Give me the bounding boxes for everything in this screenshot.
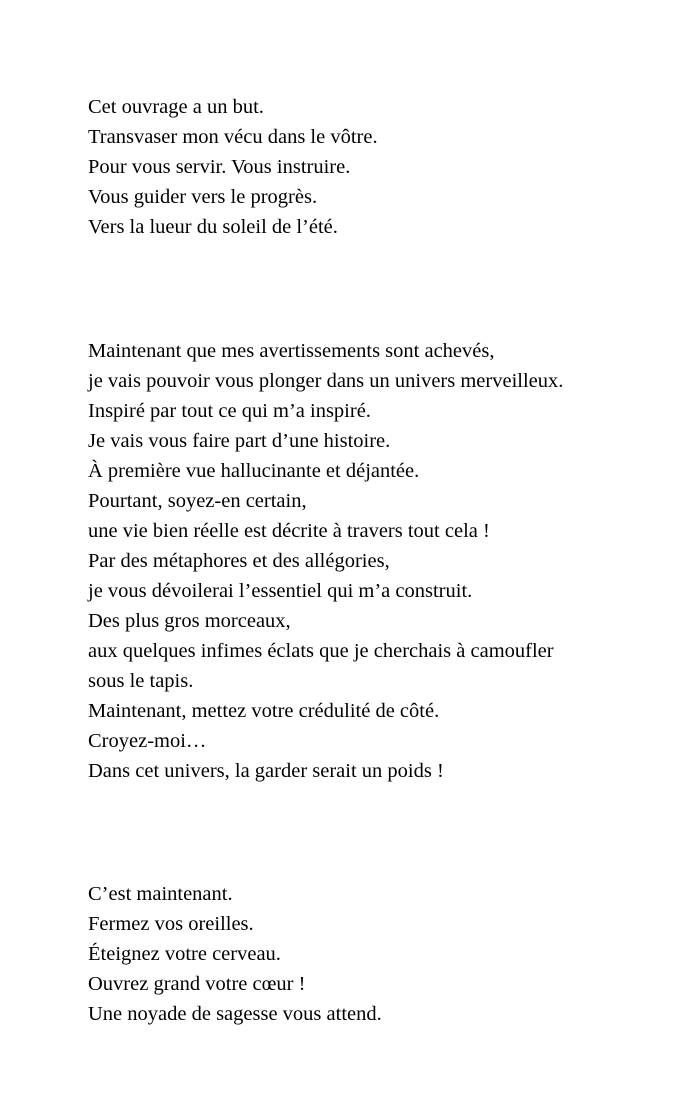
text-line: Inspiré par tout ce qui m’a inspiré. bbox=[88, 400, 371, 422]
text-line: Pour vous servir. Vous instruire. bbox=[88, 156, 351, 178]
text-line: Éteignez votre cerveau. bbox=[88, 943, 281, 965]
text-line: une vie bien réelle est décrite à travers tout cela ! bbox=[88, 520, 490, 542]
text-line: Transvaser mon vécu dans le vôtre. bbox=[88, 126, 378, 148]
stanza-1 bbox=[88, 92, 378, 242]
text-line: Fermez vos oreilles. bbox=[88, 913, 254, 935]
text-line: Des plus gros morceaux, bbox=[88, 610, 291, 632]
text-line: Maintenant que mes avertissements sont achevés, bbox=[88, 340, 495, 362]
text-line: Je vais vous faire part d’une histoire. bbox=[88, 430, 391, 452]
text-line: Cet ouvrage a un but. bbox=[88, 96, 264, 118]
text-line: je vous dévoilerai l’essentiel qui m’a construit. bbox=[88, 580, 473, 602]
stanza-2 bbox=[88, 336, 563, 786]
text-line: Maintenant, mettez votre crédulité de côté. bbox=[88, 700, 440, 722]
text-line: je vais pouvoir vous plonger dans un univers merveilleux. bbox=[88, 370, 564, 392]
text-line: Par des métaphores et des allégories, bbox=[88, 550, 390, 572]
text-line: C’est maintenant. bbox=[88, 883, 233, 905]
text-line: À première vue hallucinante et déjantée. bbox=[88, 460, 420, 482]
text-line: Dans cet univers, la garder serait un poids ! bbox=[88, 760, 444, 782]
stanza-3 bbox=[88, 879, 382, 1029]
text-line: Une noyade de sagesse vous attend. bbox=[88, 1003, 382, 1025]
text-line: aux quelques infimes éclats que je cherchais à camoufler bbox=[88, 640, 554, 662]
text-line: Pourtant, soyez-en certain, bbox=[88, 490, 307, 512]
text-line: Vous guider vers le progrès. bbox=[88, 186, 318, 208]
text-line: Ouvrez grand votre cœur ! bbox=[88, 973, 306, 995]
text-line: sous le tapis. bbox=[88, 670, 194, 692]
text-line: Croyez-moi… bbox=[88, 730, 207, 752]
text-line: Vers la lueur du soleil de l’été. bbox=[88, 216, 338, 238]
